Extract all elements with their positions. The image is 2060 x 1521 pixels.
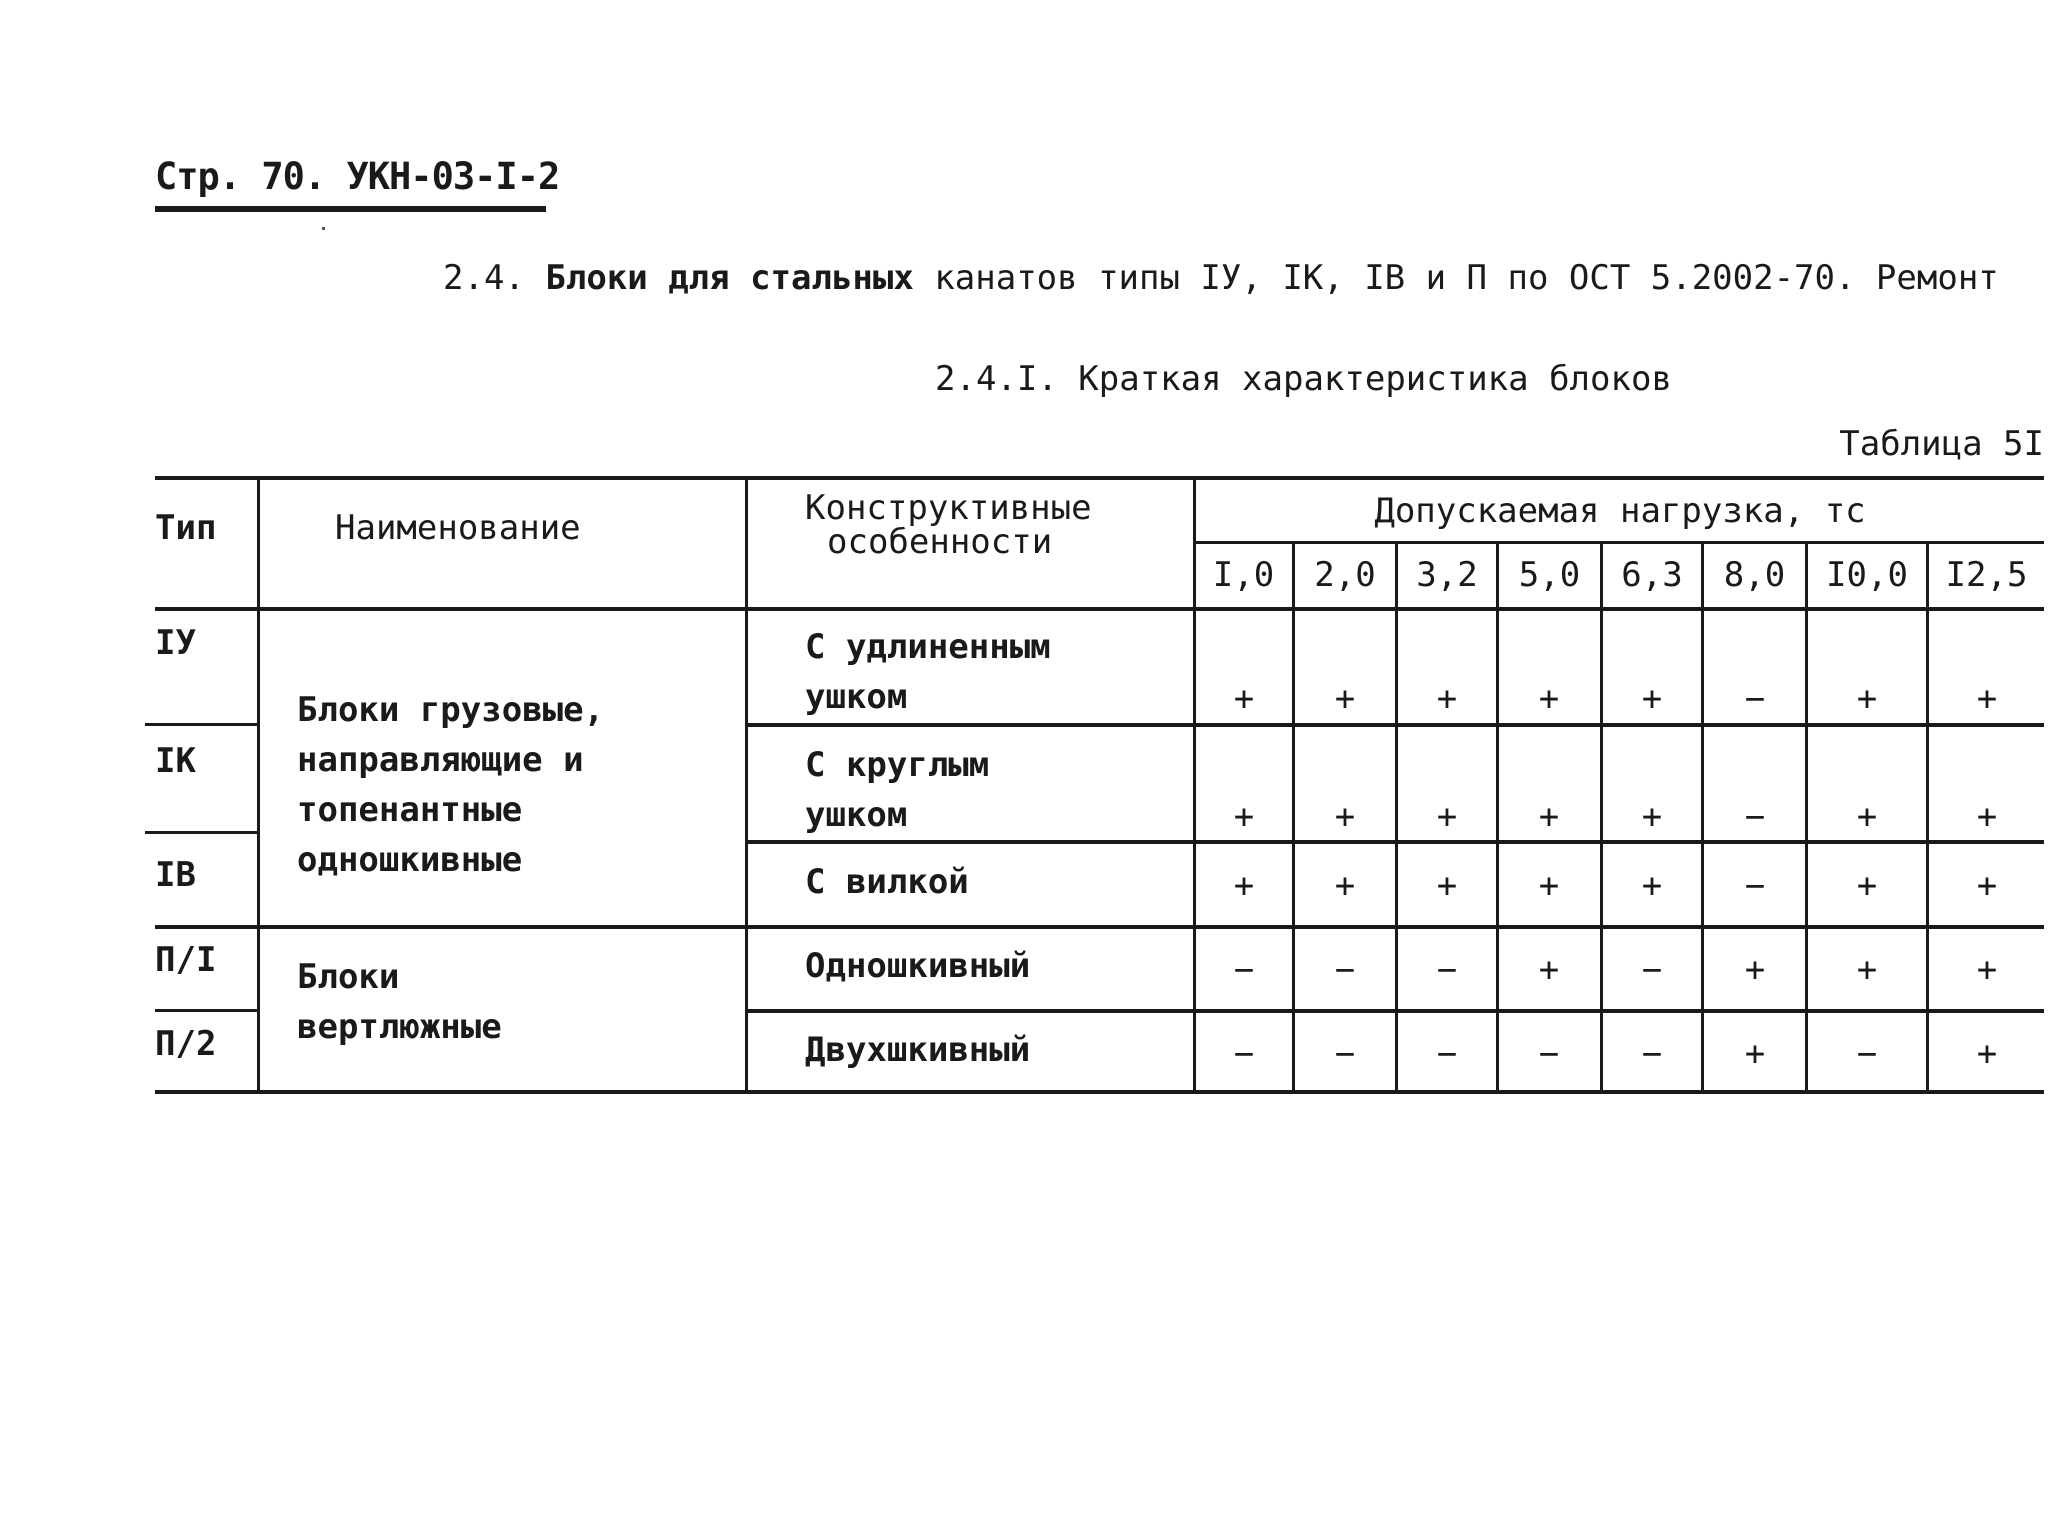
load-header-rule bbox=[1195, 541, 2044, 544]
load-mark-r5-c7: − bbox=[1856, 1034, 1878, 1074]
load-mark-r2-c5: + bbox=[1641, 797, 1663, 837]
col-rule-load-3 bbox=[1496, 541, 1499, 1094]
load-mark-r1-c6: − bbox=[1744, 679, 1766, 719]
load-mark-r3-c1: + bbox=[1233, 866, 1255, 906]
load-mark-r4-c4: + bbox=[1538, 950, 1560, 990]
group-name-1-line2: направляющие и bbox=[297, 740, 584, 780]
load-mark-r5-c5: − bbox=[1641, 1034, 1663, 1074]
load-mark-r5-c4: − bbox=[1538, 1034, 1560, 1074]
table-top-rule bbox=[155, 476, 2044, 480]
col-rule-load-4 bbox=[1600, 541, 1603, 1094]
load-mark-r3-c2: + bbox=[1334, 866, 1356, 906]
load-mark-r3-c6: − bbox=[1744, 866, 1766, 906]
section-number: 2.4. bbox=[443, 258, 525, 298]
load-mark-r1-c5: + bbox=[1641, 679, 1663, 719]
load-mark-r2-c1: + bbox=[1233, 797, 1255, 837]
group-name-2-line2: вертлюжные bbox=[297, 1007, 502, 1047]
row-rule-2 bbox=[145, 831, 257, 834]
table-label: Таблица 5I bbox=[1839, 424, 2044, 464]
row-feature-2-line1: С круглым bbox=[805, 745, 990, 785]
load-mark-r1-c3: + bbox=[1436, 679, 1458, 719]
load-mark-r2-c8: + bbox=[1976, 797, 1998, 837]
load-mark-r2-c4: + bbox=[1538, 797, 1560, 837]
row-feature-3: С вилкой bbox=[805, 862, 969, 902]
header-load-3: 3,2 bbox=[1416, 555, 1478, 595]
load-mark-r5-c8: + bbox=[1976, 1034, 1998, 1074]
load-mark-r1-c7: + bbox=[1856, 679, 1878, 719]
col-rule-load-7 bbox=[1926, 541, 1929, 1094]
header-load-4: 5,0 bbox=[1518, 555, 1581, 595]
load-mark-r2-c7: + bbox=[1856, 797, 1878, 837]
col-rule-type bbox=[257, 476, 260, 1094]
header-load-7: I0,0 bbox=[1826, 555, 1908, 595]
header-features-line1: Конструктивные bbox=[805, 488, 1092, 528]
header-load-1: I,0 bbox=[1212, 555, 1275, 595]
load-mark-r4-c7: + bbox=[1856, 950, 1878, 990]
load-mark-r3-c8: + bbox=[1976, 866, 1998, 906]
subsection-title: 2.4.I. Краткая характеристика блоков bbox=[935, 359, 1672, 399]
load-mark-r2-c3: + bbox=[1436, 797, 1458, 837]
load-mark-r5-c2: − bbox=[1334, 1034, 1356, 1074]
load-mark-r4-c6: + bbox=[1744, 950, 1766, 990]
header-load-8: I2,5 bbox=[1945, 555, 2028, 595]
row-rule-1 bbox=[145, 723, 257, 726]
load-mark-r5-c3: − bbox=[1436, 1034, 1458, 1074]
row-type-1: IУ bbox=[155, 623, 196, 663]
load-mark-r3-c7: + bbox=[1856, 866, 1878, 906]
load-mark-r4-c5: − bbox=[1641, 950, 1663, 990]
load-mark-r3-c5: + bbox=[1641, 866, 1663, 906]
load-mark-r3-c4: + bbox=[1538, 866, 1560, 906]
header-load-6: 8,0 bbox=[1723, 555, 1786, 595]
load-mark-r5-c1: − bbox=[1233, 1034, 1255, 1074]
section-title-bold: Блоки для стальных bbox=[545, 258, 914, 298]
load-mark-r1-c1: + bbox=[1233, 679, 1255, 719]
load-mark-r1-c8: + bbox=[1976, 679, 1998, 719]
row-feature-2-line2: ушком bbox=[805, 795, 908, 835]
col-rule-name bbox=[745, 476, 748, 1094]
row-type-3: IB bbox=[155, 855, 196, 895]
header-name: Наименование bbox=[335, 508, 581, 548]
header-type: Тип bbox=[155, 508, 217, 548]
load-mark-r4-c2: − bbox=[1334, 950, 1356, 990]
group-name-1-line3: топенантные bbox=[297, 790, 523, 830]
header-load-2: 2,0 bbox=[1314, 555, 1376, 595]
header-load-5: 6,3 bbox=[1621, 555, 1683, 595]
group-name-1-line1: Блоки грузовые, bbox=[297, 690, 605, 730]
row-type-4: П/I bbox=[155, 940, 217, 980]
row-type-2: IK bbox=[155, 741, 196, 781]
header-bottom-rule bbox=[155, 607, 2044, 611]
load-mark-r3-c3: + bbox=[1436, 866, 1458, 906]
group-name-1-line4: одношкивные bbox=[297, 840, 523, 880]
header-features-line2: особенности bbox=[827, 522, 1053, 562]
row-rule-4 bbox=[155, 1009, 257, 1012]
header-load: Допускаемая нагрузка, тс bbox=[1374, 491, 1866, 531]
load-mark-r2-c2: + bbox=[1334, 797, 1356, 837]
load-mark-r2-c6: − bbox=[1744, 797, 1766, 837]
col-rule-load-1 bbox=[1292, 541, 1295, 1094]
load-mark-r4-c8: + bbox=[1976, 950, 1998, 990]
load-mark-r5-c6: + bbox=[1744, 1034, 1766, 1074]
group-name-2-line1: Блоки bbox=[297, 957, 400, 997]
col-rule-load-2 bbox=[1395, 541, 1398, 1094]
table-bottom-rule bbox=[155, 1090, 2044, 1094]
row-feature-5: Двухшкивный bbox=[805, 1030, 1031, 1070]
group-rule bbox=[155, 925, 2044, 929]
col-rule-load-6 bbox=[1805, 541, 1808, 1094]
row-type-5: П/2 bbox=[155, 1024, 217, 1064]
section-title-rest: канатов типы IУ, IK, IB и П по ОСТ 5.2002-70. Ремонт bbox=[934, 258, 1999, 298]
row-feature-1-line1: С удлиненным bbox=[805, 627, 1051, 667]
page-header: Стр. 70. УКН-03-I-2 bbox=[155, 155, 560, 198]
load-mark-r1-c2: + bbox=[1334, 679, 1356, 719]
load-mark-r4-c3: − bbox=[1436, 950, 1458, 990]
load-mark-r1-c4: + bbox=[1538, 679, 1560, 719]
col-rule-load-5 bbox=[1701, 541, 1704, 1094]
row-feature-1-line2: ушком bbox=[805, 677, 908, 717]
row-feature-4: Одношкивный bbox=[805, 946, 1031, 986]
load-mark-r4-c1: − bbox=[1233, 950, 1255, 990]
